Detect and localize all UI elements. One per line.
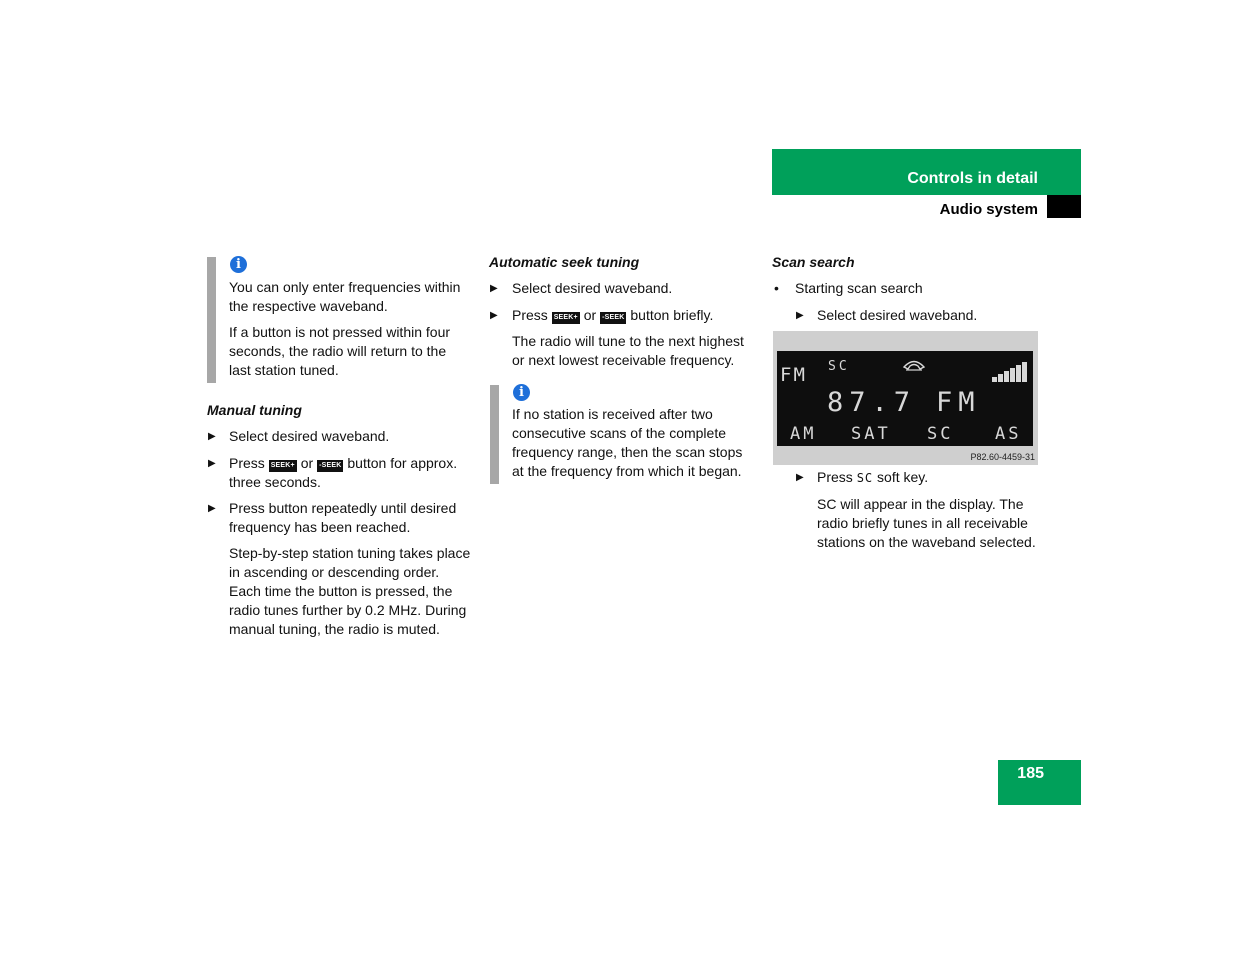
info-text-2: If a button is not pressed within four seconds, the radio will return to the last station tuned. bbox=[229, 324, 451, 378]
manual-step-3: Press button repeatedly until desired frequency has been reached. bbox=[229, 500, 457, 535]
display-frequency-band: FM bbox=[936, 387, 981, 418]
step-arrow-icon: ▶ bbox=[490, 283, 498, 294]
press-label: Press bbox=[229, 455, 265, 471]
manual-step-2 bbox=[229, 454, 474, 492]
header-tab-marker bbox=[1047, 195, 1081, 218]
or-label: or bbox=[300, 455, 314, 471]
manual-tuning-heading: Manual tuning bbox=[207, 402, 302, 418]
page-number: 185 bbox=[1017, 765, 1044, 782]
step-rest-text: soft key. bbox=[877, 469, 929, 485]
press-label: Press bbox=[817, 469, 853, 485]
signal-strength-icon bbox=[992, 362, 1030, 387]
info-text-1: You can only enter frequencies within the respective waveband. bbox=[229, 279, 461, 314]
info-icon: i bbox=[230, 256, 247, 273]
softkey-sc: SC bbox=[927, 424, 954, 444]
step-arrow-icon: ▶ bbox=[208, 431, 216, 442]
section-title: Controls in detail bbox=[907, 170, 1038, 187]
phone-icon bbox=[902, 358, 926, 377]
step-arrow-icon: ▶ bbox=[208, 503, 216, 514]
step-arrow-icon: ▶ bbox=[796, 472, 804, 483]
seek-plus-button-icon: SEEK+ bbox=[269, 460, 297, 472]
step-arrow-icon: ▶ bbox=[796, 310, 804, 321]
scan-bullet: Starting scan search bbox=[795, 280, 923, 296]
seek-step-1: Select desired waveband. bbox=[512, 280, 673, 296]
display-mode: SC bbox=[828, 359, 850, 374]
or-label: or bbox=[583, 307, 597, 323]
seek-step-2 bbox=[512, 306, 757, 325]
scan-step-1: Select desired waveband. bbox=[817, 307, 978, 323]
manual-tuning-detail: Step-by-step station tuning takes place in ascending or descending order. Each time the button is pressed, the radio tunes further by 0.2 MHz. During manual tuning, the radio is muted. bbox=[229, 545, 471, 637]
display-band: FM bbox=[780, 364, 807, 386]
seek-result: The radio will tune to the next highest or next lowest receivable frequency. bbox=[512, 333, 744, 368]
seek-minus-button-icon: -SEEK bbox=[317, 460, 343, 472]
info-bar bbox=[490, 385, 499, 484]
automatic-seek-heading: Automatic seek tuning bbox=[489, 254, 640, 270]
softkey-am: AM bbox=[790, 424, 817, 444]
seek-minus-button-icon: -SEEK bbox=[600, 312, 626, 324]
press-label: Press bbox=[512, 307, 548, 323]
seek-info-text: If no station is received after two consecutive scans of the complete frequency range, then the scan stops at the frequency from which it began. bbox=[512, 406, 743, 479]
info-bar bbox=[207, 257, 216, 383]
bullet-icon: • bbox=[774, 280, 779, 296]
softkey-as: AS bbox=[995, 424, 1022, 444]
display-frequency: 87.7 bbox=[827, 387, 917, 418]
figure-reference: P82.60-4459-31 bbox=[970, 452, 1035, 462]
step-rest-text: button for approx. three seconds. bbox=[229, 455, 458, 490]
scan-result: SC will appear in the display. The radio briefly tunes in all receivable stations on the waveband selected. bbox=[817, 496, 1036, 550]
scan-search-heading: Scan search bbox=[772, 254, 855, 270]
step-arrow-icon: ▶ bbox=[208, 458, 216, 469]
seek-plus-button-icon: SEEK+ bbox=[552, 312, 580, 324]
sc-key-label: SC bbox=[856, 471, 874, 485]
subsection-title: Audio system bbox=[939, 201, 1038, 218]
softkey-sat: SAT bbox=[851, 424, 891, 444]
step-arrow-icon: ▶ bbox=[490, 310, 498, 321]
scan-step-2 bbox=[817, 468, 1047, 488]
step-rest-text: button briefly. bbox=[630, 307, 714, 323]
info-icon: i bbox=[513, 384, 530, 401]
manual-step-1: Select desired waveband. bbox=[229, 428, 390, 444]
